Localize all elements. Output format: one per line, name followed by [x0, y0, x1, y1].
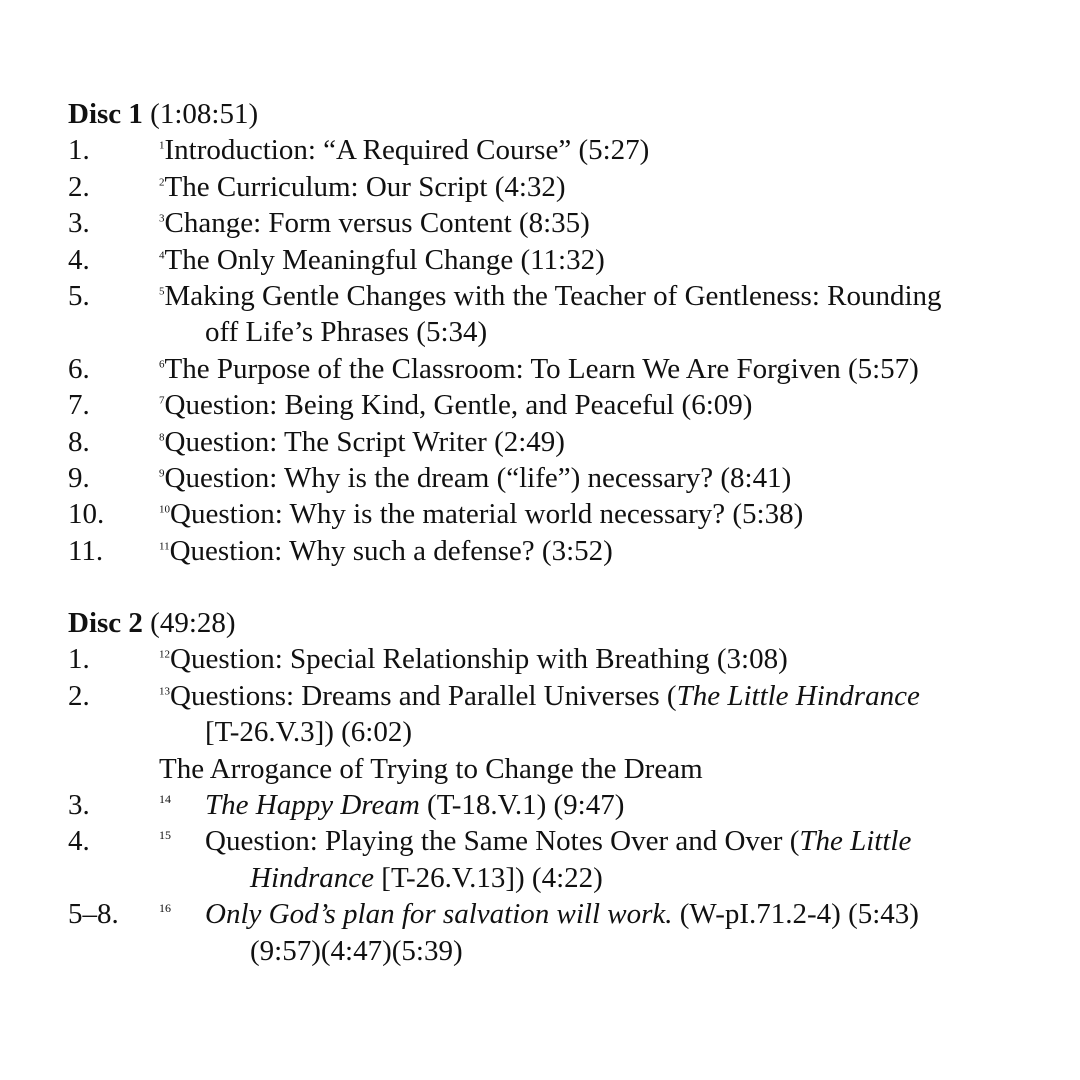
- track-title: Question: Why is the dream (“life”) necessary? (8:41): [164, 462, 792, 495]
- footnote-marker: 8: [159, 431, 165, 444]
- footnote-marker: 12: [159, 648, 170, 661]
- track-number: 11.: [68, 534, 104, 567]
- track-number: 4.: [68, 825, 90, 858]
- book-title-continuation: Hindrance: [250, 861, 375, 894]
- book-title: The Little Hindrance: [676, 679, 920, 712]
- footnote-marker: 2: [159, 176, 165, 189]
- track-title: (W-pI.71.2-4) (5:43): [672, 898, 919, 931]
- disc-2-section: [68, 605, 1058, 969]
- footnote-marker: 3: [159, 212, 165, 225]
- track-row: [68, 678, 1058, 751]
- disc-label: Disc 1: [68, 98, 143, 130]
- track-title: (T-18.V.1) (9:47): [419, 789, 625, 822]
- footnote-marker: 1: [159, 139, 165, 152]
- track-number: 6.: [68, 352, 90, 385]
- track-title: Making Gentle Changes with the Teacher of Gentleness: Rounding: [164, 280, 942, 313]
- track-row: [68, 242, 1058, 278]
- track-title: Question: Why is the material world necessary? (5:38): [170, 498, 804, 531]
- footnote-marker: 9: [159, 467, 165, 480]
- track-title-continuation: off Life’s Phrases (5:34): [205, 316, 488, 349]
- track-row: [68, 387, 1058, 423]
- track-title: Question: The Script Writer (2:49): [164, 425, 565, 458]
- track-row: [68, 424, 1058, 460]
- track-row: 5–8. 16 Only God’s plan for salvation will work. (W-pI.71.2-4) (5:43) (9:57)(4:47)(5:39): [68, 896, 1058, 969]
- track-row: 4. 15 Question: Playing the Same Notes Over and Over (The Little Hindrance [T-26.V.13]) (4:22): [68, 825, 912, 894]
- track-row: [68, 132, 1058, 168]
- track-number: 1.: [68, 134, 90, 167]
- footnote-marker: 5: [159, 285, 165, 298]
- track-row: [68, 205, 1058, 241]
- track-title: The Only Meaningful Change (11:32): [164, 243, 605, 276]
- track-number: 10.: [68, 498, 105, 531]
- track-number: 5–8.: [68, 898, 119, 931]
- track-number: 4.: [68, 243, 90, 276]
- track-number: 9.: [68, 462, 90, 495]
- track-number: 3.: [68, 207, 90, 240]
- track-number: 1.: [68, 643, 90, 676]
- track-row: [68, 496, 1058, 532]
- disc-duration: (49:28): [150, 607, 236, 639]
- track-title: Questions: Dreams and Parallel Universes (: [170, 679, 677, 712]
- track-title: Question: Special Relationship with Breathing (3:08): [170, 643, 788, 676]
- lesson-title: Only God’s plan for salvation will work.: [205, 898, 673, 931]
- track-number: 7.: [68, 389, 90, 422]
- track-row: 3. 14 The Happy Dream (T-18.V.1) (9:47): [68, 787, 1058, 823]
- track-row: [68, 533, 1058, 569]
- track-title-continuation: (9:57)(4:47)(5:39): [250, 934, 463, 967]
- track-row: [68, 278, 1058, 351]
- track-title: Change: Form versus Content (8:35): [164, 207, 590, 240]
- track-title-continuation: [T-26.V.13]) (4:22): [374, 861, 603, 894]
- track-title-continuation: [T-26.V.3]) (6:02): [205, 716, 413, 749]
- footnote-marker: 7: [159, 394, 165, 407]
- footnote-marker: 13: [159, 685, 170, 698]
- track-number: 2.: [68, 679, 90, 712]
- footnote-marker: 11: [159, 540, 170, 553]
- track-number: 3.: [68, 789, 90, 822]
- book-title: The Little: [799, 825, 912, 858]
- disc-1-section: [68, 96, 1058, 569]
- track-row: [68, 169, 1058, 205]
- track-row: [68, 460, 1058, 496]
- footnote-marker: 6: [159, 358, 165, 371]
- track-number: 8.: [68, 425, 90, 458]
- footnote-marker: 10: [159, 504, 170, 517]
- track-row: [68, 641, 1058, 677]
- track-title: The Purpose of the Classroom: To Learn We Are Forgiven (5:57): [164, 352, 919, 385]
- track-title: Question: Playing the Same Notes Over and Over (: [205, 825, 800, 858]
- section-heading: The Arrogance of Trying to Change the Dream: [159, 752, 703, 785]
- book-title: The Happy Dream: [205, 789, 420, 822]
- track-number: 2.: [68, 170, 90, 203]
- track-title: Introduction: “A Required Course” (5:27): [164, 134, 650, 167]
- track-row: [68, 351, 1058, 387]
- track-title: Question: Being Kind, Gentle, and Peaceful (6:09): [164, 389, 753, 422]
- disc-label: Disc 2: [68, 607, 143, 639]
- disc-2-header: [68, 605, 1058, 641]
- track-number: 5.: [68, 280, 90, 313]
- track-title: The Curriculum: Our Script (4:32): [164, 170, 566, 203]
- disc-duration: (1:08:51): [150, 98, 259, 130]
- disc-1-header: [68, 96, 1058, 132]
- track-title: Question: Why such a defense? (3:52): [169, 534, 613, 567]
- footnote-marker: 4: [159, 249, 165, 262]
